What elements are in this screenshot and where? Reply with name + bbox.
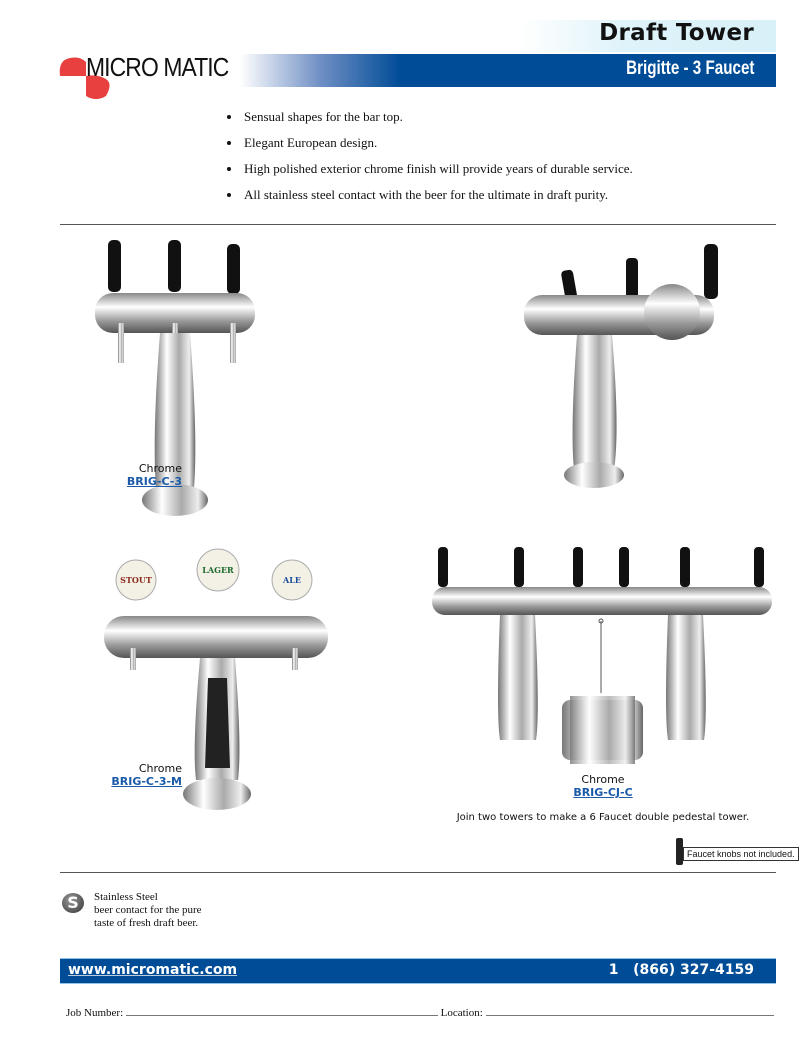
faucet-knob-icon (676, 838, 683, 865)
feature-list (228, 104, 633, 208)
job-number-label: Job Number: (66, 1007, 124, 1019)
page-subtitle: Brigitte - 3 Faucet (625, 58, 754, 79)
stainless-steel-icon: S (62, 893, 84, 913)
product-finish: Chrome (138, 762, 182, 775)
location-field[interactable] (486, 1005, 774, 1016)
divider (60, 872, 776, 873)
knob-note: Faucet knobs not included. (683, 847, 799, 861)
feature-item: • All stainless steel contact with the beer for the ultimate in draft purity. (242, 182, 633, 208)
product-finish: Chrome (138, 462, 182, 475)
phone-number: 1 (866) 327-4159 (608, 962, 754, 978)
page-title: Draft Tower (599, 20, 754, 46)
tower-image-brig-c-3-m (100, 548, 332, 813)
website-link[interactable]: www.micromatic.com (68, 962, 238, 978)
stainless-note (94, 891, 202, 930)
job-form (66, 1005, 774, 1019)
stainless-line: taste of fresh draft beer. (94, 917, 199, 929)
product-finish: Chrome (581, 773, 625, 786)
medallion-ale: ALE (283, 575, 301, 585)
tower-image-side-view (522, 240, 737, 492)
feature-item: • Elegant European design. (242, 130, 633, 156)
feature-item: • High polished exterior chrome finish will provide years of durable service. (242, 156, 633, 182)
feature-item: • Sensual shapes for the bar top. (242, 104, 633, 130)
footer-bar (60, 958, 776, 984)
medallion-lager: LAGER (202, 565, 234, 575)
stainless-line: beer contact for the pure (94, 904, 202, 916)
stainless-line: Stainless Steel (94, 891, 158, 903)
location-label: Location: (440, 1007, 483, 1019)
divider (60, 224, 776, 225)
medallion-stout: STOUT (120, 575, 152, 585)
product-code-link[interactable]: BRIG-CJ-C (573, 786, 633, 799)
job-number-field[interactable] (126, 1005, 438, 1016)
product-code-link[interactable]: BRIG-C-3 (126, 475, 182, 488)
logo-text: MICRO MATIC (86, 52, 229, 82)
joiner-piece-image (560, 694, 645, 766)
join-note: Join two towers to make a 6 Faucet double pedestal tower. (456, 812, 750, 823)
product-code-link[interactable]: BRIG-C-3-M (111, 775, 182, 788)
